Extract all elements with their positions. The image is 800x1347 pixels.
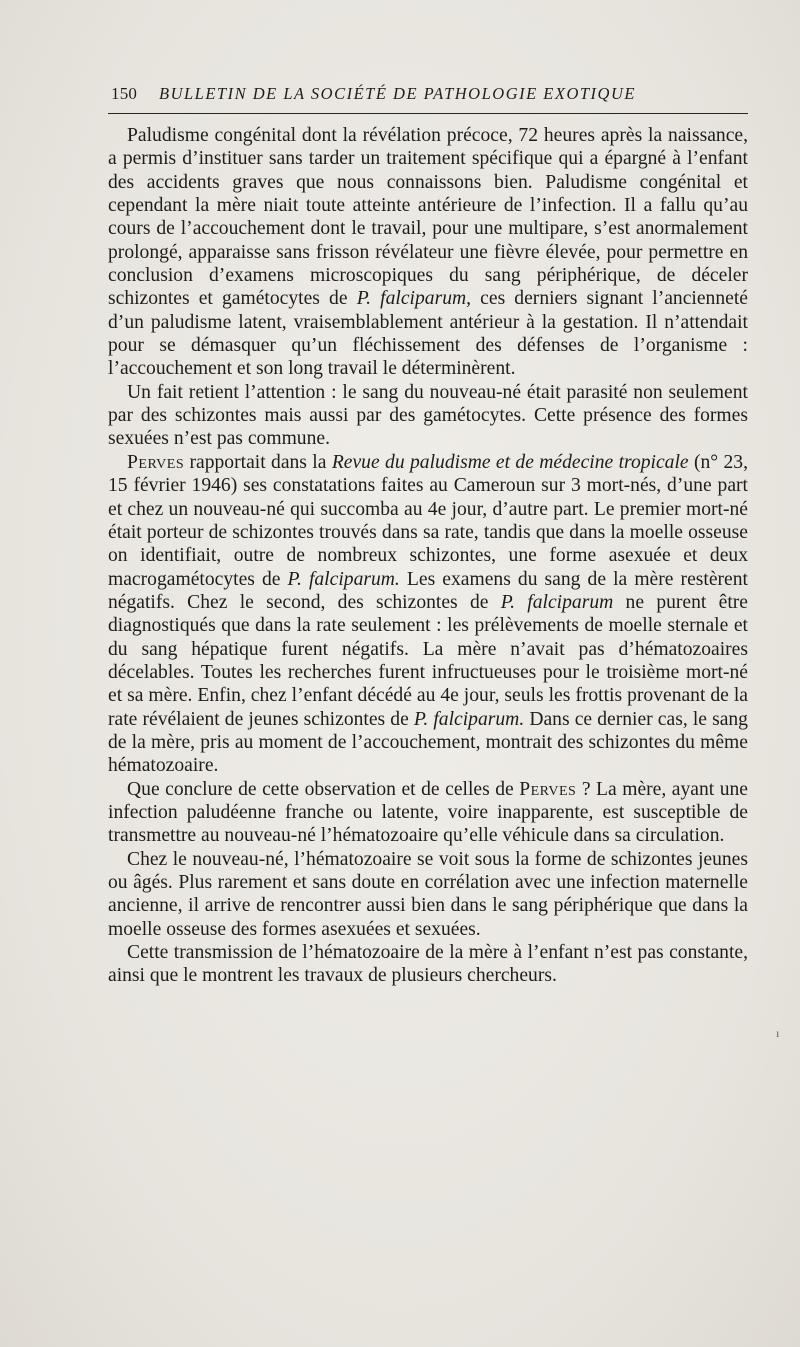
paragraph-3-a: rapportait dans la xyxy=(184,451,332,473)
species-name: P. falciparum. xyxy=(287,568,400,590)
paragraph-3-d: ne purent être diagnostiqués que dans la rate seulement : les prélèvements de moelle sternale et du sang hépatique furent négatifs. La mère n’avait pas d’hématozoaires décelables. Toutes les recherches furent infructueuses pour le troisième mort-né et sa mère. Enfin, chez l’enfant décédé au 4e jour, seuls les frottis provenant de la rate révélaient de jeunes schizontes de xyxy=(108,591,748,730)
paragraph-5: Chez le nouveau-né, l’hématozoaire se voit sous la forme de schizontes jeunes ou âgés. Plus rarement et sans doute en corrélation avec une infection maternelle ancienne, il arrive de rencontrer aussi bien dans le sang périphérique que dans la moelle osseuse des formes asexuées et sexuées. xyxy=(108,848,748,940)
journal-title: Revue du paludisme et de médecine tropicale xyxy=(331,451,689,473)
paragraph-3-b: (n° 23, 15 février 1946) ses constatations faites au Cameroun sur 3 mort-nés, d’une part et chez un nouveau-né qui succomba au 4e jour, d’autre part. Le premier mort-né était porteur de schizontes trouvés dans sa rate, tandis que dans la moelle osseuse on identifiait, outre de nombreux schizontes, une forme asexuée et deux macrogamétocytes de xyxy=(108,451,748,590)
margin-mark: ı xyxy=(776,1026,780,1040)
paragraph-4-a: Que conclure de cette observation et de celles de xyxy=(127,778,520,800)
author-name: Perves xyxy=(519,778,577,800)
paragraph-3-c: Les examens du sang de la mère restèrent négatifs. Chez le second, des schizontes de xyxy=(108,568,748,613)
paragraph-3-e: Dans ce dernier cas, le sang de la mère, pris au moment de l’accouchement, montrait des schizontes du même hématozoaire. xyxy=(108,708,748,777)
paragraph-2: Un fait retient l’attention : le sang du nouveau-né était parasité non seulement par des schizontes mais aussi par des gamétocytes. Cette présence des formes sexuées n’est pas commune. xyxy=(108,381,748,450)
page-number: 150 xyxy=(111,84,138,103)
species-name: P. falciparum, xyxy=(356,288,472,310)
paragraph-3 xyxy=(108,451,748,778)
species-name: P. falciparum xyxy=(500,591,614,613)
paragraph-6: Cette transmission de l’hématozoaire de la mère à l’enfant n’est pas constante, ainsi que le montrent les travaux de plusieurs chercheurs. xyxy=(108,942,748,987)
paragraph-1-text: Paludisme congénital dont la révélation précoce, 72 heures après la naissance, a permis d’instituer sans tarder un traitement spécifique qui a épargné à l’enfant des accidents graves que nous connaissons bien. Paludisme congénital et cependant la mère niait toute atteinte antérieure de l’infection. Il a fallu qu’au cours de l’accouchement dont le travail, pour une multipare, s’est anormalement prolongé, apparaisse sans frisson révélateur une fièvre élevée, pour permettre en conclusion d’examens microscopiques du sang périphérique, de déceler schizontes et gamétocytes de xyxy=(108,125,748,310)
page-header xyxy=(107,84,747,106)
author-name: Perves xyxy=(127,451,185,473)
species-name: P. falciparum. xyxy=(413,708,525,730)
paragraph-1 xyxy=(108,124,748,381)
paragraph-1-end: ces derniers signant l’ancienneté d’un paludisme latent, vraisemblablement antérieur à la gestation. Il n’attendait pour se démasquer qu’un fléchissement des défenses de l’organisme : l’accouchement et son long travail le déterminèrent. xyxy=(108,288,748,380)
header-rule xyxy=(108,113,748,114)
article-body xyxy=(108,124,748,988)
paragraph-4 xyxy=(108,778,748,848)
running-title: BULLETIN DE LA SOCIÉTÉ DE PATHOLOGIE EXOTIQUE xyxy=(159,84,636,103)
paragraph-4-b: ? La mère, ayant une infection paludéenne franche ou latente, voire inapparente, est susceptible de transmettre au nouveau-né l’hématozoaire qu’elle véhicule dans sa circulation. xyxy=(108,778,749,847)
